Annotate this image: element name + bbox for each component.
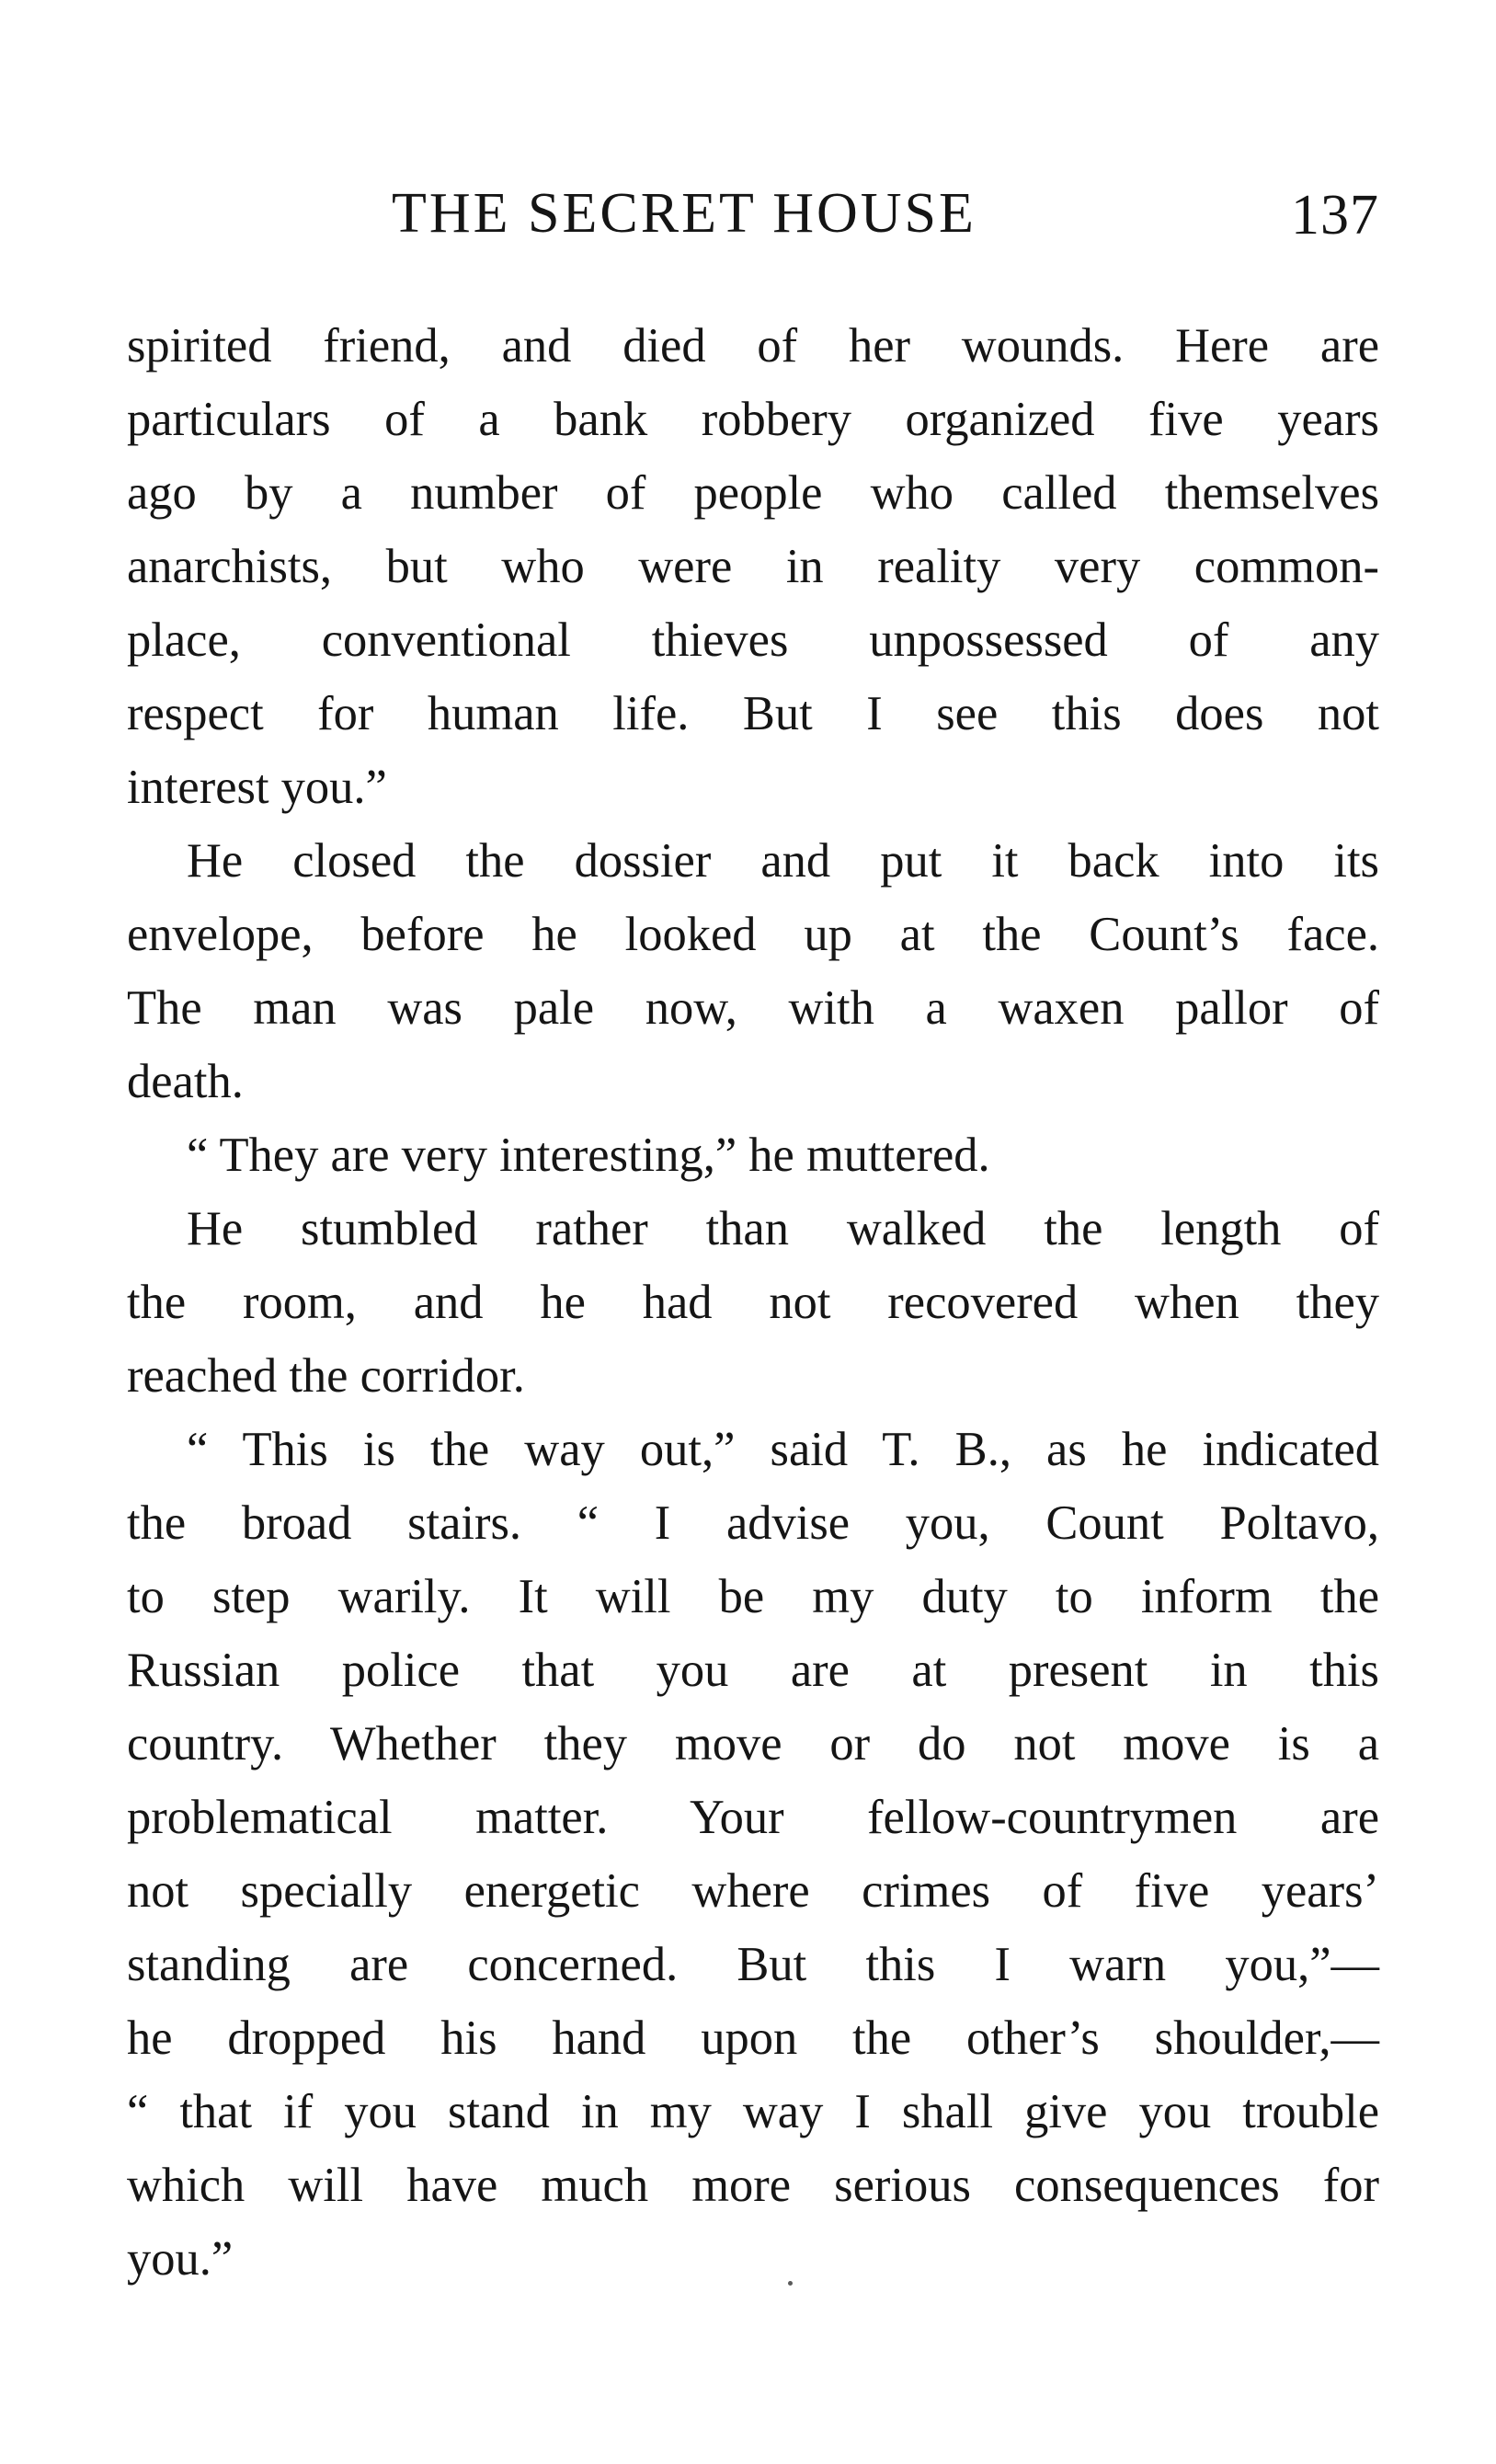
text-line: The man was pale now, with a waxen pallor of [127,981,1379,1035]
text-line: “ that if you stand in my way I shall give you trouble [127,2085,1379,2138]
page-number: 137 [1291,184,1379,246]
text-line: the broad stairs. “ I advise you, Count Poltavo, [127,1496,1379,1550]
text-line: standing are concerned. But this I warn you,”— [127,1938,1379,1991]
text-line: “ They are very interesting,” he muttered. [187,1129,990,1182]
text-line: envelope, before he looked up at the Count’s face. [127,908,1379,961]
text-line: interest you.” [127,761,387,814]
text-line: you.” [127,2232,234,2286]
text-line: death. [127,1055,244,1108]
body-text [127,309,1379,2296]
text-line: which will have much more serious consequences for [127,2159,1379,2212]
text-line: anarchists, but who were in reality very common- [127,540,1379,593]
text-line: he dropped his hand upon the other’s shoulder,— [127,2011,1379,2065]
text-line: ago by a number of people who called themselves [127,466,1379,520]
text-line: the room, and he had not recovered when they [127,1276,1379,1329]
text-line: country. Whether they move or do not move is a [127,1717,1379,1771]
text-line: He stumbled rather than walked the length of [187,1202,1379,1255]
text-line: “ This is the way out,” said T. B., as he indicated [187,1423,1379,1476]
text-line: place, conventional thieves unpossessed of any [127,613,1379,667]
text-line: not specially energetic where crimes of five years’ [127,1864,1379,1918]
text-line: reached the corridor. [127,1349,525,1403]
text-line: particulars of a bank robbery organized five years [127,393,1379,446]
text-line: problematical matter. Your fellow-countrymen are [127,1791,1379,1844]
text-line: Russian police that you are at present in this [127,1644,1379,1697]
text-line: respect for human life. But I see this does not [127,687,1379,740]
text-line: to step warily. It will be my duty to inform the [127,1570,1379,1623]
running-title: THE SECRET HOUSE [392,182,976,245]
text-line: spirited friend, and died of her wounds. Here are [127,319,1379,372]
ink-speck [788,2281,793,2286]
text-line: He closed the dossier and put it back into its [187,834,1379,888]
page-header [127,177,1379,250]
